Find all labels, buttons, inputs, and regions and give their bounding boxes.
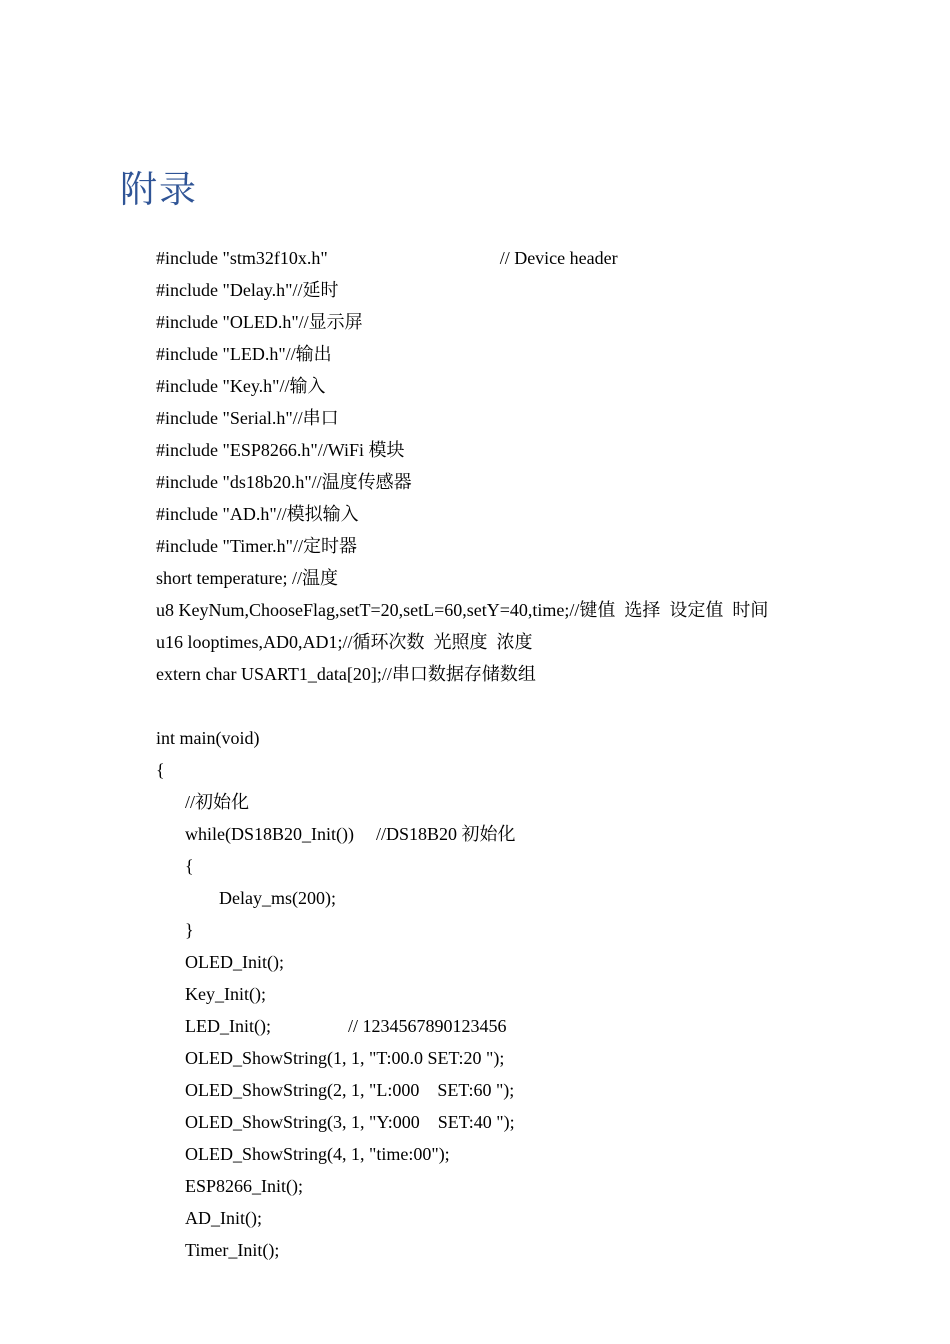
code-line: #include "OLED.h"//显示屏 — [156, 312, 363, 332]
code-line: #include "Serial.h"//串口 — [156, 408, 339, 428]
code-line: u16 looptimes,AD0,AD1;//循环次数 光照度 浓度 — [156, 632, 533, 652]
code-line-blank — [156, 690, 856, 722]
code-line: extern char USART1_data[20];//串口数据存储数组 — [156, 664, 536, 684]
code-line: OLED_ShowString(4, 1, "time:00"); — [185, 1144, 450, 1164]
code-line: Key_Init(); — [185, 984, 266, 1004]
code-line: Timer_Init(); — [185, 1240, 280, 1260]
code-comment: // Device header — [499, 248, 618, 268]
code-line-while — [156, 818, 856, 850]
code-line: #include "Key.h"//输入 — [156, 376, 326, 396]
code-text: LED_Init(); — [185, 1016, 271, 1036]
code-text: while(DS18B20_Init()) — [185, 824, 354, 844]
code-line: AD_Init(); — [185, 1208, 262, 1228]
code-line-include-stm32 — [156, 242, 856, 274]
code-line: #include "ds18b20.h"//温度传感器 — [156, 472, 412, 492]
code-line: { — [156, 760, 165, 780]
code-comment: //DS18B20 初始化 — [375, 824, 516, 844]
code-line: } — [185, 920, 194, 940]
code-line: short temperature; //温度 — [156, 568, 338, 588]
code-line: ESP8266_Init(); — [185, 1176, 304, 1196]
code-line: { — [185, 856, 194, 876]
code-line: OLED_ShowString(3, 1, "Y:000 SET:40 "); — [185, 1112, 515, 1132]
page-title: 附录 — [120, 168, 198, 211]
code-line: OLED_Init(); — [185, 952, 284, 972]
code-line: int main(void) — [156, 728, 260, 748]
code-comment: // 1234567890123456 — [347, 1016, 507, 1036]
code-line: #include "LED.h"//输出 — [156, 344, 332, 364]
code-line: Delay_ms(200); — [219, 888, 336, 908]
code-line: OLED_ShowString(1, 1, "T:00.0 SET:20 "); — [185, 1048, 505, 1068]
code-line: OLED_ShowString(2, 1, "L:000 SET:60 "); — [185, 1080, 515, 1100]
code-line: #include "Timer.h"//定时器 — [156, 536, 358, 556]
code-line: #include "Delay.h"//延时 — [156, 280, 339, 300]
code-line: #include "ESP8266.h"//WiFi 模块 — [156, 440, 405, 460]
code-line: u8 KeyNum,ChooseFlag,setT=20,setL=60,setY=40,time;//键值 选择 设定值 时间 — [156, 600, 769, 620]
code-line-led-init — [156, 1010, 856, 1042]
code-text: #include "stm32f10x.h" — [156, 248, 328, 268]
code-line: #include "AD.h"//模拟输入 — [156, 504, 359, 524]
code-listing — [156, 242, 856, 1266]
code-line-comment: //初始化 — [185, 792, 250, 812]
